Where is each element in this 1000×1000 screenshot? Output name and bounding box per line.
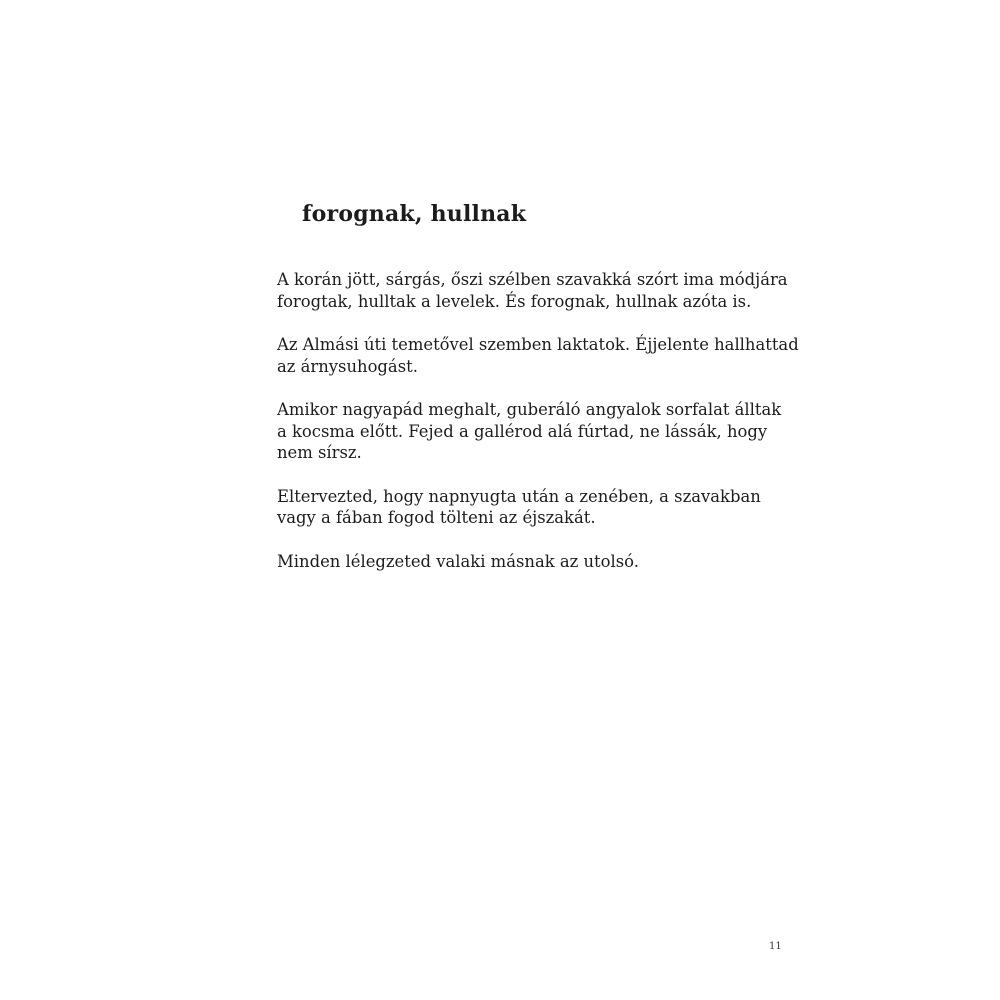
poem-line: Amikor nagyapád meghalt, guberáló angyalok sorfalat álltak xyxy=(277,400,782,419)
stanza-4 xyxy=(277,486,797,529)
poem-line: a kocsma előtt. Fejed a gallérod alá fúrtad, ne lássák, hogy xyxy=(277,421,768,441)
poem-line: nem sírsz. xyxy=(277,443,362,462)
poem-line: A korán jött, sárgás, őszi szélben szavakká szórt ima módjára xyxy=(277,270,788,289)
poem-body xyxy=(277,269,797,594)
poem-line: Az Almási úti temetővel szemben laktatok. Éjjelente hallhattad xyxy=(277,335,799,354)
poem-line: Minden lélegzeted valaki másnak az utolsó. xyxy=(277,551,639,571)
poem-line: Eltervezted, hogy napnyugta után a zenében, a szavakban xyxy=(277,486,761,506)
page-number: 11 xyxy=(769,941,782,952)
poem-line: vagy a fában fogod tölteni az éjszakát. xyxy=(277,508,596,527)
poem-line: forogtak, hulltak a levelek. És forognak, hullnak azóta is. xyxy=(277,291,752,311)
poem-line: az árnysuhogást. xyxy=(277,356,418,376)
poem-title: forognak, hullnak xyxy=(302,201,527,227)
stanza-1 xyxy=(277,269,797,312)
stanza-3 xyxy=(277,399,797,464)
stanza-2 xyxy=(277,334,797,377)
stanza-5 xyxy=(277,551,797,573)
